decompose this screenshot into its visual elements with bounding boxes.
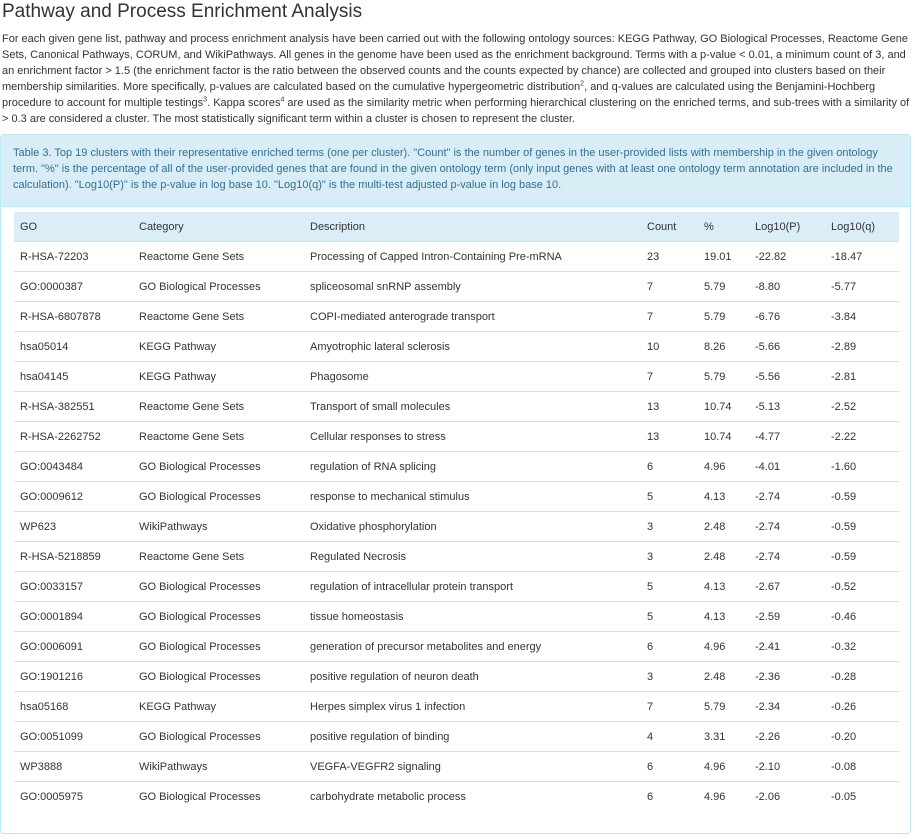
table-row	[14, 302, 899, 332]
go-id-cell: R-HSA-72203	[14, 242, 133, 272]
description-cell: Oxidative phosphorylation	[304, 512, 641, 542]
table-row	[14, 512, 899, 542]
table-row	[14, 752, 899, 782]
intro-text-4: are used as the similarity metric when performing hierarchical clustering on the enriched terms, and sub-trees with a similarity of > 0.3 are considered a cluster. The most statistically significant term within a cluster is chosen to represent the cluster.	[2, 97, 910, 125]
description-cell: Amyotrophic lateral sclerosis	[304, 332, 641, 362]
go-id-cell: R-HSA-5218859	[14, 542, 133, 572]
percent-cell: 5.79	[698, 692, 749, 722]
go-id-cell: hsa05014	[14, 332, 133, 362]
count-cell: 6	[641, 632, 698, 662]
intro-text-1: For each given gene list, pathway and process enrichment analysis have been carried out with the following ontology sources: KEGG Pathway, GO Biological Processes, Reactome Gene Sets, Canonical Pathways, CORUM, and WikiPathways. All genes in the genome have been used as the enrichment background. Terms with a p-value < 0.01, a minimum count of 3, and an enrichment factor > 1.5 (the enrichment factor is the ratio between the observed counts and the counts expected by chance) are collected and grouped into clusters based on their membership similarities. More specifically, p-values are calculated based on the cumulative hypergeometric distribution	[2, 33, 908, 93]
go-id-cell: GO:0009612	[14, 482, 133, 512]
count-cell: 6	[641, 752, 698, 782]
count-cell: 6	[641, 452, 698, 482]
percent-cell: 10.74	[698, 392, 749, 422]
category-cell: KEGG Pathway	[133, 692, 304, 722]
citation-4[interactable]: 4	[280, 96, 285, 104]
header-count: Count	[641, 212, 698, 242]
count-cell: 13	[641, 422, 698, 452]
table-header-row	[14, 212, 899, 242]
log10p-cell: -22.82	[749, 242, 825, 272]
log10p-cell: -2.06	[749, 782, 825, 812]
category-cell: KEGG Pathway	[133, 362, 304, 392]
intro-paragraph	[2, 31, 910, 127]
percent-cell: 5.79	[698, 272, 749, 302]
percent-cell: 4.13	[698, 482, 749, 512]
log10q-cell: -2.81	[825, 362, 899, 392]
table-caption: Table 3. Top 19 clusters with their representative enriched terms (one per cluster). "Count" is the number of genes in the user-provided lists with membership in the given ontology term. "%" is the percentage of all of the user-provided genes that are found in the given ontology term (only input genes with at least one ontology term annotation are included in the calculation). "Log10(P)" is the p-value in log base 10. "Log10(q)" is the multi-test adjusted p-value in log base 10.	[1, 135, 910, 207]
go-id-cell: hsa04145	[14, 362, 133, 392]
log10p-cell: -2.34	[749, 692, 825, 722]
go-id-cell: hsa05168	[14, 692, 133, 722]
intro-text-2: , and q-values are calculated using the Benjamini-Hochberg procedure to account for multiple testings	[2, 81, 876, 109]
category-cell: Reactome Gene Sets	[133, 392, 304, 422]
table-row	[14, 572, 899, 602]
description-cell: Transport of small molecules	[304, 392, 641, 422]
log10q-cell: -0.52	[825, 572, 899, 602]
go-id-cell: WP623	[14, 512, 133, 542]
log10p-cell: -6.76	[749, 302, 825, 332]
description-cell: generation of precursor metabolites and energy	[304, 632, 641, 662]
count-cell: 7	[641, 362, 698, 392]
enrichment-table	[14, 212, 899, 811]
header-log10q: Log10(q)	[825, 212, 899, 242]
go-id-cell: GO:0006091	[14, 632, 133, 662]
percent-cell: 3.31	[698, 722, 749, 752]
go-id-cell: GO:0001894	[14, 602, 133, 632]
go-id-cell: R-HSA-6807878	[14, 302, 133, 332]
log10p-cell: -2.10	[749, 752, 825, 782]
count-cell: 13	[641, 392, 698, 422]
log10p-cell: -2.74	[749, 482, 825, 512]
log10q-cell: -2.52	[825, 392, 899, 422]
percent-cell: 4.96	[698, 632, 749, 662]
log10p-cell: -2.74	[749, 542, 825, 572]
description-cell: COPI-mediated anterograde transport	[304, 302, 641, 332]
count-cell: 4	[641, 722, 698, 752]
count-cell: 3	[641, 512, 698, 542]
count-cell: 3	[641, 542, 698, 572]
table-row	[14, 722, 899, 752]
percent-cell: 2.48	[698, 512, 749, 542]
category-cell: Reactome Gene Sets	[133, 242, 304, 272]
header-percent: %	[698, 212, 749, 242]
category-cell: Reactome Gene Sets	[133, 542, 304, 572]
count-cell: 5	[641, 602, 698, 632]
table-row	[14, 482, 899, 512]
header-category: Category	[133, 212, 304, 242]
count-cell: 5	[641, 482, 698, 512]
category-cell: GO Biological Processes	[133, 632, 304, 662]
category-cell: WikiPathways	[133, 512, 304, 542]
log10p-cell: -2.36	[749, 662, 825, 692]
category-cell: GO Biological Processes	[133, 782, 304, 812]
description-cell: Cellular responses to stress	[304, 422, 641, 452]
go-id-cell: GO:0005975	[14, 782, 133, 812]
percent-cell: 4.13	[698, 602, 749, 632]
header-description: Description	[304, 212, 641, 242]
citation-3[interactable]: 3	[203, 96, 208, 104]
table-row	[14, 272, 899, 302]
go-id-cell: R-HSA-382551	[14, 392, 133, 422]
description-cell: Phagosome	[304, 362, 641, 392]
citation-2[interactable]: 2	[580, 80, 585, 88]
description-cell: tissue homeostasis	[304, 602, 641, 632]
percent-cell: 2.48	[698, 662, 749, 692]
log10q-cell: -0.59	[825, 482, 899, 512]
log10q-cell: -2.89	[825, 332, 899, 362]
log10q-cell: -3.84	[825, 302, 899, 332]
percent-cell: 19.01	[698, 242, 749, 272]
log10q-cell: -0.26	[825, 692, 899, 722]
log10p-cell: -5.66	[749, 332, 825, 362]
count-cell: 7	[641, 692, 698, 722]
table-row	[14, 602, 899, 632]
log10p-cell: -2.67	[749, 572, 825, 602]
category-cell: GO Biological Processes	[133, 602, 304, 632]
table-panel	[0, 134, 911, 834]
description-cell: regulation of intracellular protein transport	[304, 572, 641, 602]
table-row	[14, 692, 899, 722]
go-id-cell: WP3888	[14, 752, 133, 782]
log10q-cell: -18.47	[825, 242, 899, 272]
log10p-cell: -2.26	[749, 722, 825, 752]
log10p-cell: -5.56	[749, 362, 825, 392]
percent-cell: 2.48	[698, 542, 749, 572]
log10p-cell: -2.59	[749, 602, 825, 632]
count-cell: 5	[641, 572, 698, 602]
description-cell: positive regulation of binding	[304, 722, 641, 752]
log10p-cell: -2.41	[749, 632, 825, 662]
log10q-cell: -0.05	[825, 782, 899, 812]
description-cell: Processing of Capped Intron-Containing Pre-mRNA	[304, 242, 641, 272]
table-row	[14, 662, 899, 692]
category-cell: Reactome Gene Sets	[133, 422, 304, 452]
percent-cell: 5.79	[698, 362, 749, 392]
log10p-cell: -2.74	[749, 512, 825, 542]
count-cell: 23	[641, 242, 698, 272]
count-cell: 6	[641, 782, 698, 812]
log10q-cell: -2.22	[825, 422, 899, 452]
go-id-cell: GO:0043484	[14, 452, 133, 482]
log10p-cell: -4.01	[749, 452, 825, 482]
table-row	[14, 332, 899, 362]
description-cell: carbohydrate metabolic process	[304, 782, 641, 812]
category-cell: WikiPathways	[133, 752, 304, 782]
percent-cell: 4.13	[698, 572, 749, 602]
description-cell: regulation of RNA splicing	[304, 452, 641, 482]
count-cell: 7	[641, 302, 698, 332]
table-row	[14, 782, 899, 812]
log10q-cell: -0.59	[825, 542, 899, 572]
log10q-cell: -0.20	[825, 722, 899, 752]
table-row	[14, 632, 899, 662]
percent-cell: 8.26	[698, 332, 749, 362]
count-cell: 10	[641, 332, 698, 362]
intro-text-3: . Kappa scores	[207, 97, 281, 109]
header-log10p: Log10(P)	[749, 212, 825, 242]
percent-cell: 4.96	[698, 452, 749, 482]
log10q-cell: -0.59	[825, 512, 899, 542]
table-row	[14, 422, 899, 452]
table-row	[14, 242, 899, 272]
log10p-cell: -4.77	[749, 422, 825, 452]
log10q-cell: -0.32	[825, 632, 899, 662]
percent-cell: 4.96	[698, 782, 749, 812]
table-row	[14, 362, 899, 392]
count-cell: 7	[641, 272, 698, 302]
log10q-cell: -0.08	[825, 752, 899, 782]
percent-cell: 4.96	[698, 752, 749, 782]
log10q-cell: -1.60	[825, 452, 899, 482]
description-cell: VEGFA-VEGFR2 signaling	[304, 752, 641, 782]
log10p-cell: -8.80	[749, 272, 825, 302]
percent-cell: 5.79	[698, 302, 749, 332]
log10q-cell: -0.28	[825, 662, 899, 692]
category-cell: GO Biological Processes	[133, 722, 304, 752]
description-cell: response to mechanical stimulus	[304, 482, 641, 512]
description-cell: Herpes simplex virus 1 infection	[304, 692, 641, 722]
go-id-cell: GO:0000387	[14, 272, 133, 302]
table-row	[14, 542, 899, 572]
go-id-cell: GO:0051099	[14, 722, 133, 752]
log10p-cell: -5.13	[749, 392, 825, 422]
category-cell: GO Biological Processes	[133, 452, 304, 482]
go-id-cell: GO:0033157	[14, 572, 133, 602]
log10q-cell: -0.46	[825, 602, 899, 632]
header-go: GO	[14, 212, 133, 242]
category-cell: GO Biological Processes	[133, 662, 304, 692]
table-row	[14, 452, 899, 482]
description-cell: spliceosomal snRNP assembly	[304, 272, 641, 302]
category-cell: GO Biological Processes	[133, 272, 304, 302]
category-cell: Reactome Gene Sets	[133, 302, 304, 332]
category-cell: KEGG Pathway	[133, 332, 304, 362]
table-body	[14, 242, 899, 812]
category-cell: GO Biological Processes	[133, 482, 304, 512]
description-cell: Regulated Necrosis	[304, 542, 641, 572]
page-title: Pathway and Process Enrichment Analysis	[2, 1, 363, 22]
category-cell: GO Biological Processes	[133, 572, 304, 602]
table-row	[14, 392, 899, 422]
percent-cell: 10.74	[698, 422, 749, 452]
log10q-cell: -5.77	[825, 272, 899, 302]
count-cell: 3	[641, 662, 698, 692]
go-id-cell: R-HSA-2262752	[14, 422, 133, 452]
go-id-cell: GO:1901216	[14, 662, 133, 692]
description-cell: positive regulation of neuron death	[304, 662, 641, 692]
